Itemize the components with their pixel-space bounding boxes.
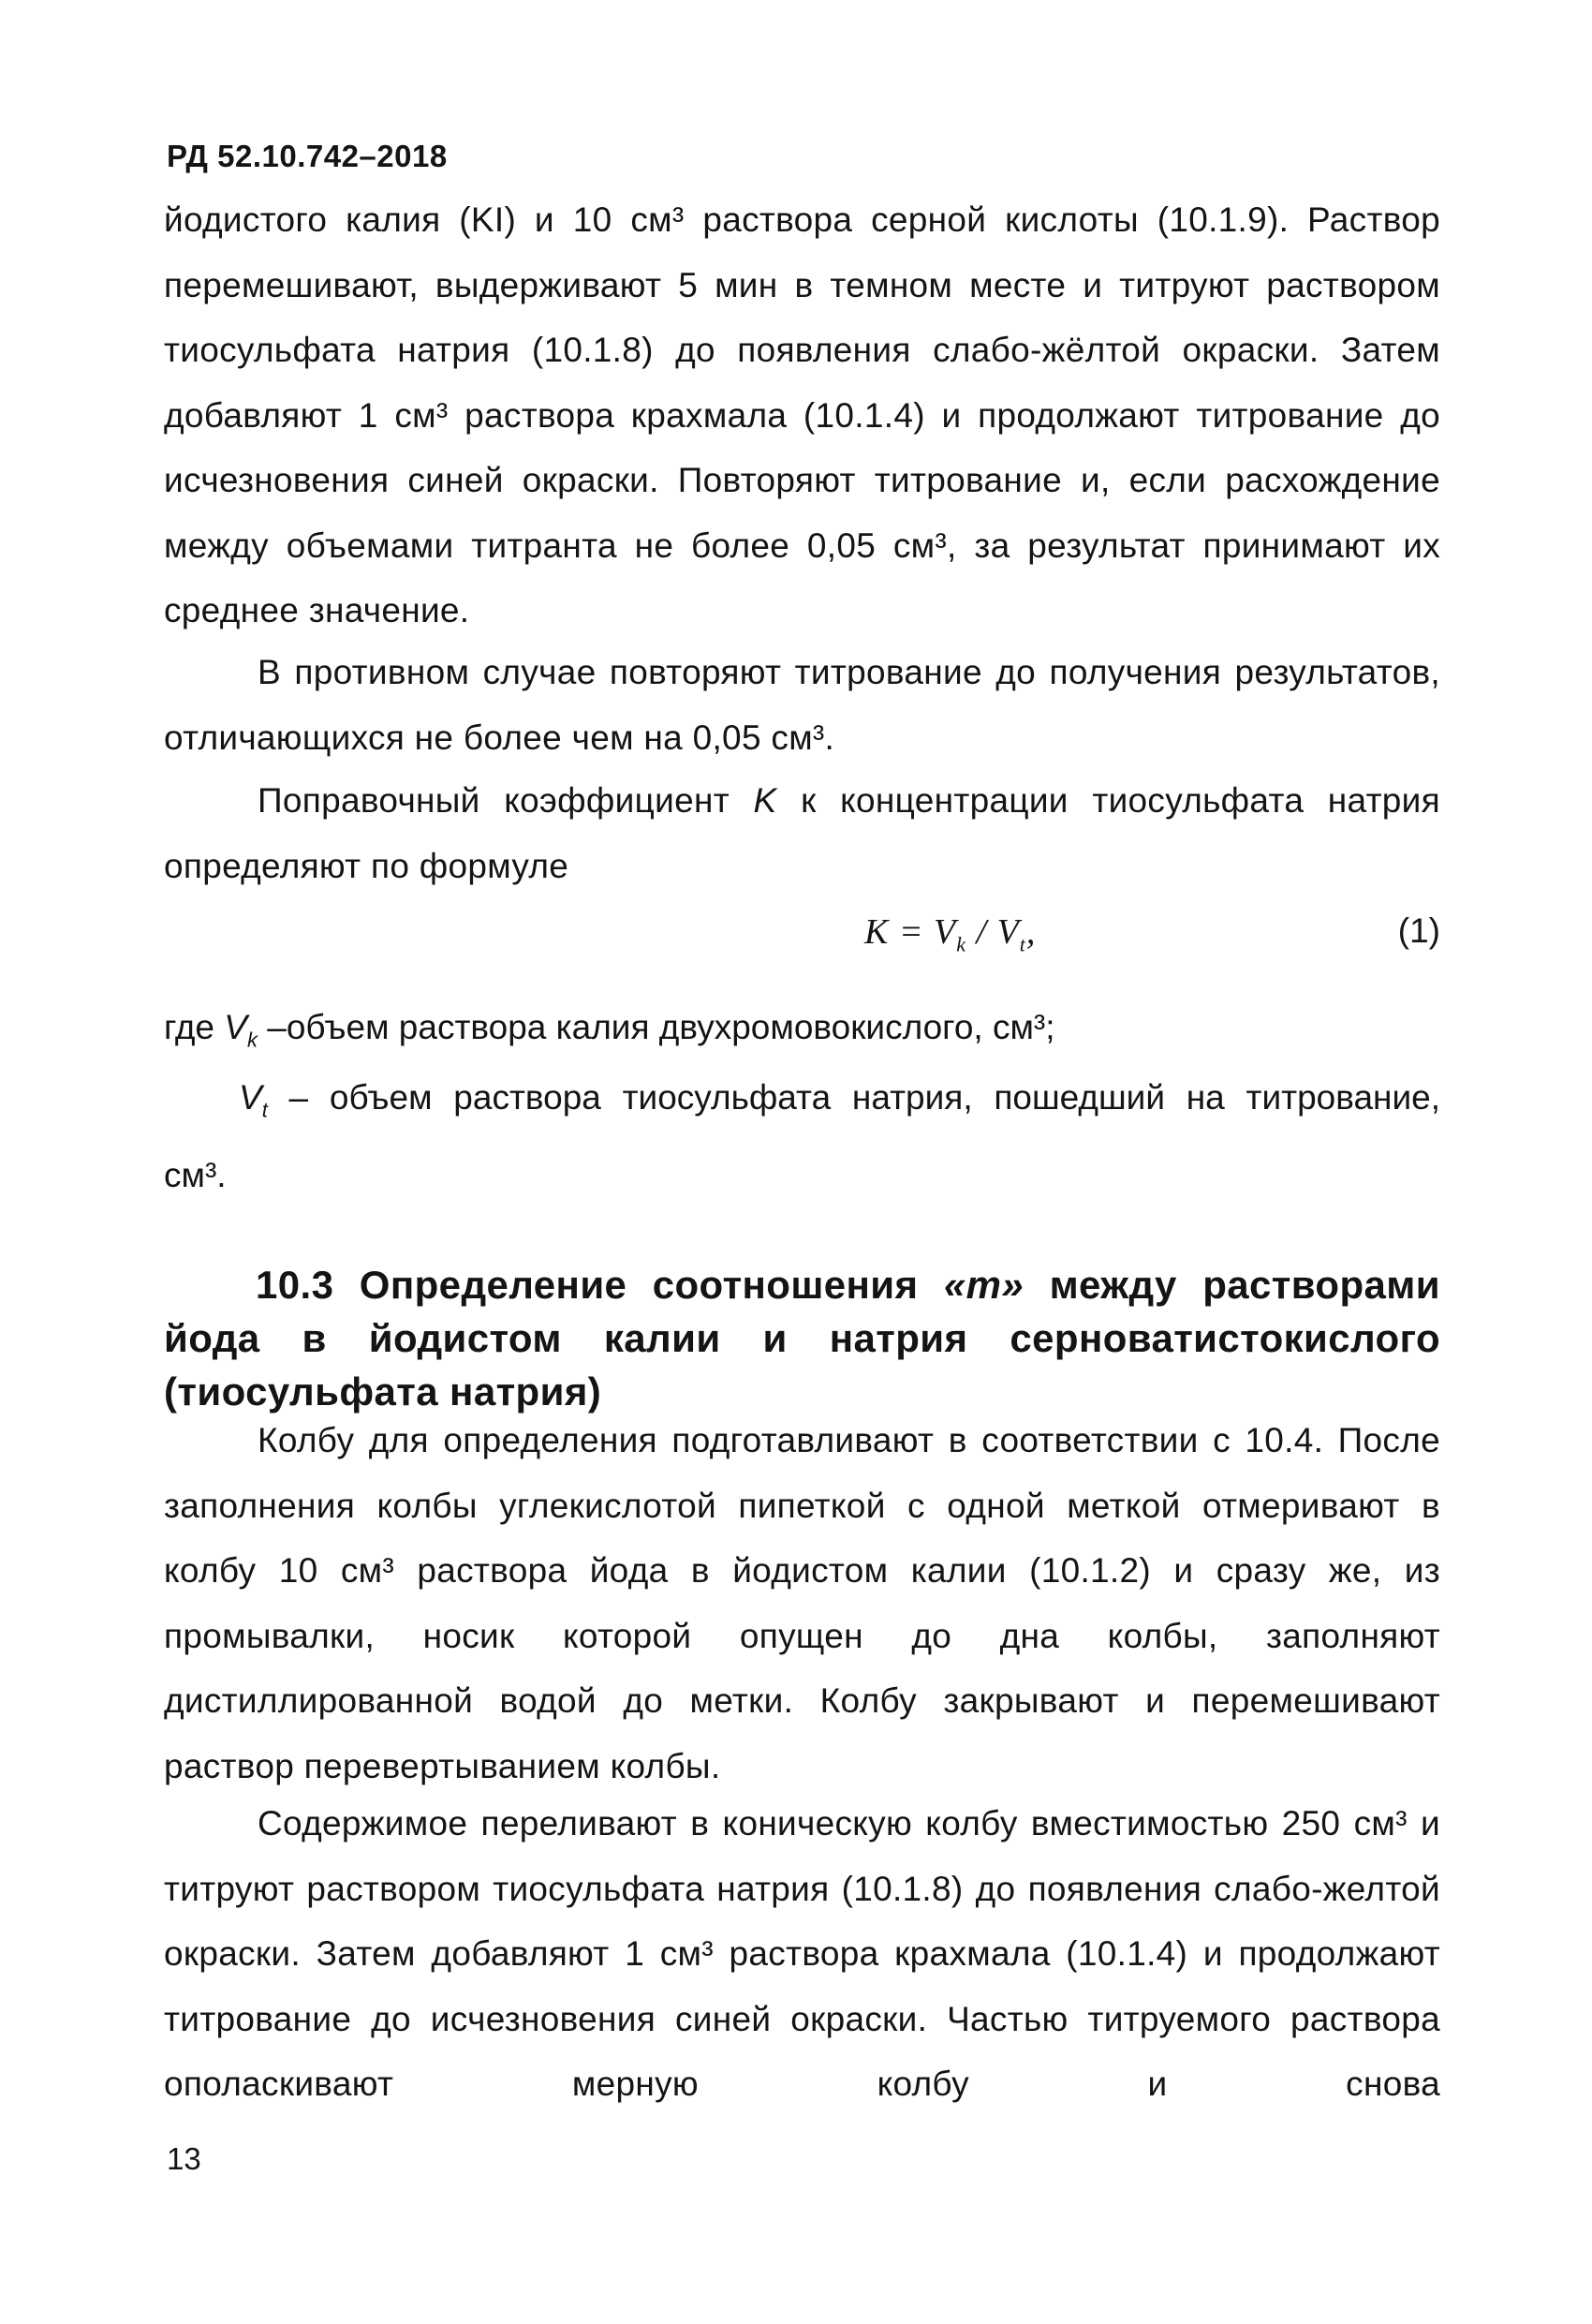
- formula-vt: V: [996, 912, 1020, 952]
- page-number: 13: [167, 2141, 201, 2176]
- formula-equals: =: [889, 912, 935, 952]
- paragraph-flask-preparation: [164, 1408, 1440, 1799]
- paragraph-text: йодистого калия (KI) и 10 см³ раствора серной кислоты (10.1.9). Раствор перемешивают, выдерживают 5 мин в темном месте и титруют раствором тиосульфата натрия (10.1.8) до появления слабо-жёлтой окраски. Затем добавляют 1 см³ раствора крахмала (10.1.4) и продолжают титрование до исчезновения синей окраски. Повторяют титрование и, если расхождение между объемами титранта не более 0,05 см³, за результат принимают их среднее значение.: [164, 200, 1440, 629]
- paragraph-text: В противном случае повторяют титрование до получения результатов, отличающихся не более чем на 0,05 см³.: [164, 653, 1440, 757]
- paragraph-titration-conical-flask: [164, 1791, 1440, 2117]
- text-fragment: Поправочный коэффициент: [258, 781, 754, 820]
- formula-slash: /: [966, 912, 997, 952]
- document-code-header: РД 52.10.742–2018: [167, 139, 448, 173]
- formula-vk-sub: k: [956, 932, 966, 956]
- formula-k: [864, 911, 1036, 957]
- formula-number: (1): [1397, 911, 1440, 950]
- variable-vk-sub: k: [246, 1028, 258, 1052]
- text-fragment: к концентрации тиосульфата натрия определяют по формуле: [164, 781, 1440, 885]
- section-heading-10-3: [164, 1258, 1440, 1418]
- formula-lhs: K: [864, 912, 890, 952]
- definition-vk-text: –объем раствора калия двухромовокислого, см³;: [257, 1008, 1055, 1046]
- variable-vt-letter: V: [239, 1078, 262, 1117]
- definition-vk: [164, 999, 1440, 1068]
- variable-vk-letter: V: [224, 1008, 247, 1046]
- definition-vt-unit: см³.: [164, 1156, 227, 1195]
- formula-comma: ,: [1025, 912, 1037, 952]
- definition-vt-text: – объем раствора тиосульфата натрия, пошедший на титрование,: [267, 1078, 1440, 1117]
- formula-row: [164, 902, 1440, 968]
- formula-vt-sub: t: [1019, 932, 1026, 956]
- variable-vt: [239, 1078, 268, 1122]
- heading-text-end: между растворами йода в йодистом калии и натрия серноватистокислого (тиосульфата натрия): [164, 1263, 1440, 1414]
- heading-text-start: 10.3 Определение соотношения: [256, 1263, 944, 1307]
- formula-vk: V: [934, 912, 957, 952]
- paragraph-correction-factor: [164, 768, 1440, 898]
- paragraph-text: [164, 768, 1440, 898]
- paragraph-repeat-titration: [164, 640, 1440, 770]
- variable-vt-sub: t: [261, 1098, 268, 1122]
- heading-m-symbol: «m»: [943, 1263, 1024, 1307]
- definition-vt-first-line: [164, 1065, 1440, 1143]
- paragraph-text: Колбу для определения подготавливают в соответствии с 10.4. После заполнения колбы углекислотой пипеткой с одной меткой отмеривают в колбу 10 см³ раствора йода в йодистом калии (10.1.2) и сразу же, из промывалки, носик которой опущен до дна колбы, заполняют дистиллированной водой до метки. Колбу закрывают и перемешивают раствор перевертыванием колбы.: [164, 1421, 1440, 1785]
- where-label: где: [164, 1008, 225, 1046]
- paragraph-titration-procedure: [164, 187, 1440, 644]
- variable-k: K: [753, 781, 777, 820]
- variable-vk: [224, 1008, 258, 1052]
- definition-vt: [164, 1065, 1440, 1208]
- paragraph-text: Содержимое переливают в коническую колбу вместимостью 250 см³ и титруют раствором тиосульфата натрия (10.1.8) до появления слабо-желтой окраски. Затем добавляют 1 см³ раствора крахмала (10.1.4) и продолжают титрование до исчезновения синей окраски. Частью титруемого раствора ополаскивают мерную колбу и снова: [164, 1804, 1440, 2103]
